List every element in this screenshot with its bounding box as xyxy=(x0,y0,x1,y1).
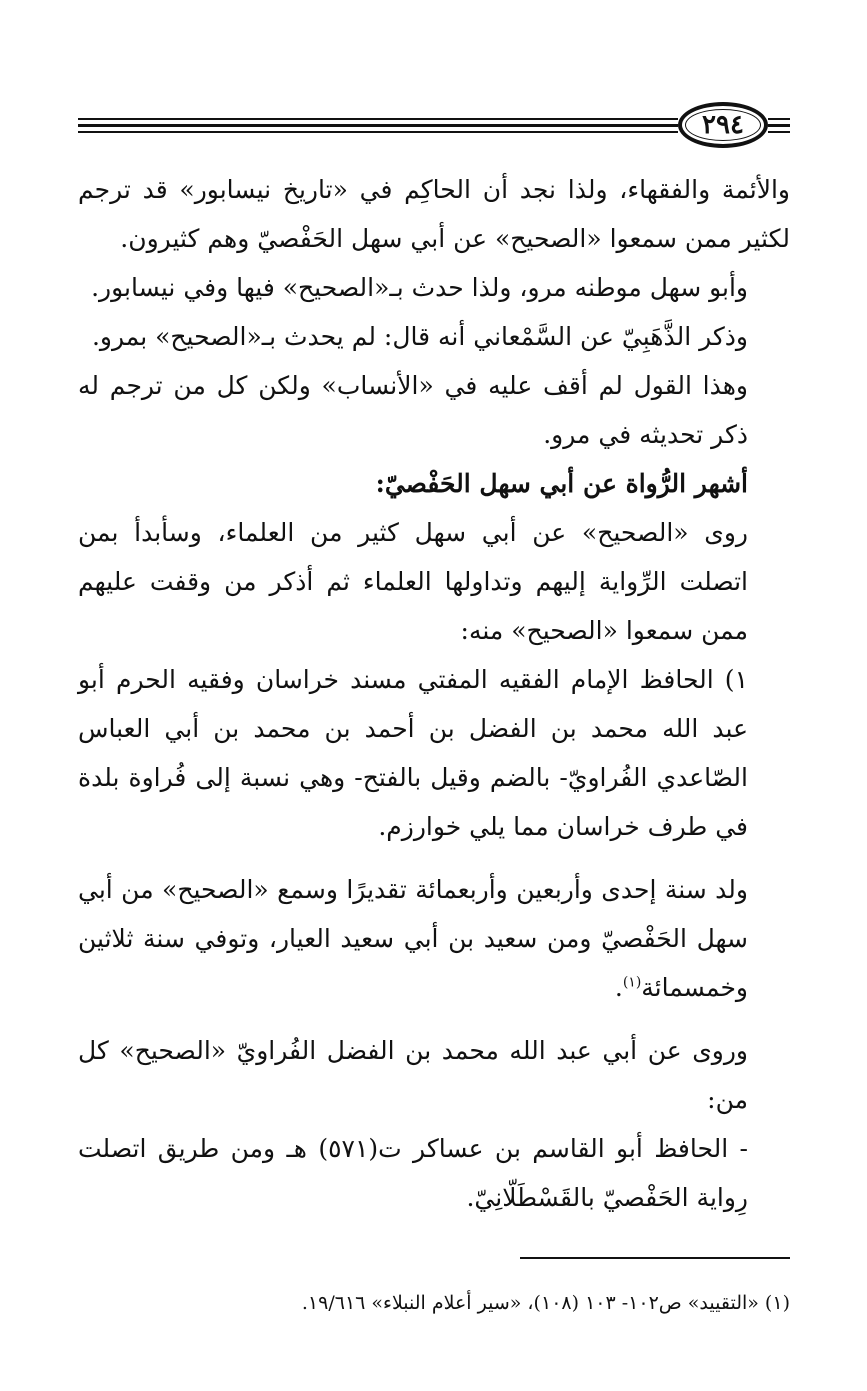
paragraph-7-text: ولد سنة إحدى وأربعين وأربعمائة تقديرًا وسمع «الصحيح» من أبي سهل الحَفْصيّ ومن سعيد بن أبي سعيد العيار، وتوفي سنة ثلاثين وخمسمائة xyxy=(78,875,748,1002)
paragraph-9: - الحافظ أبو القاسم بن عساكر ت(٥٧١) هـ ومن طريق اتصلت رِواية الحَفْصيّ بالقَسْطَلّانِيّ. xyxy=(78,1134,749,1212)
footnote-reference: (١) xyxy=(622,974,642,991)
header-rule-middle xyxy=(78,124,678,127)
paragraph-3: وذكر الذَّهَبِيّ عن السَّمْعاني أنه قال: لم يحدث بـ«الصحيح» بمرو. xyxy=(91,322,748,351)
page-body xyxy=(78,165,790,1222)
paragraph-2: وأبو سهل موطنه مرو، ولذا حدث بـ«الصحيح» فيها وفي نيسابور. xyxy=(91,273,748,302)
header-rule-top xyxy=(78,118,678,120)
paragraph-8: وروى عن أبي عبد الله محمد بن الفضل الفُراويّ «الصحيح» كل من: xyxy=(78,1036,748,1114)
header-rule-right-top xyxy=(768,118,790,120)
paragraph-4: وهذا القول لم أقف عليه في «الأنساب» ولكن كل من ترجم له ذكر تحديثه في مرو. xyxy=(78,371,748,449)
header-rule-bottom xyxy=(78,131,678,133)
page-header xyxy=(0,0,867,160)
header-rule-right-middle xyxy=(768,124,790,127)
footnote: (١) «التقييد» ص١٠٢- ١٠٣ (١٠٨)، «سير أعلام النبلاء» ١٩/٦١٦. xyxy=(301,1292,790,1314)
paragraph-1: والأئمة والفقهاء، ولذا نجد أن الحاكِم في «تاريخ نيسابور» قد ترجم لكثير ممن سمعوا «الصحيح» عن أبي سهل الحَفْصيّ وهم كثيرون. xyxy=(78,175,790,253)
paragraph-5: روى «الصحيح» عن أبي سهل كثير من العلماء، وسأبدأ بمن اتصلت الرِّواية إليهم وتداولها العلماء ثم أذكر من وقفت عليهم ممن سمعوا «الصحيح» منه: xyxy=(78,518,748,645)
paragraph-6: ١) الحافظ الإمام الفقيه المفتي مسند خراسان وفقيه الحرم أبو عبد الله محمد بن الفضل بن أحمد بن محمد بن أبي العباس الصّاعدي الفُراويّ- بالضم وقيل بالفتح- وهي نسبة إلى فُراوة بلدة في طرف خراسان مما يلي خوارزم. xyxy=(78,665,748,841)
footnote-separator xyxy=(520,1257,790,1259)
header-rule-right-bottom xyxy=(768,131,790,133)
paragraph-7-trail: . xyxy=(614,973,623,1002)
paragraph-7 xyxy=(78,865,790,1012)
page-number: ٢٩٤ xyxy=(678,102,768,148)
section-heading: أشهر الرُّواة عن أبي سهل الحَفْصيّ: xyxy=(375,469,748,498)
